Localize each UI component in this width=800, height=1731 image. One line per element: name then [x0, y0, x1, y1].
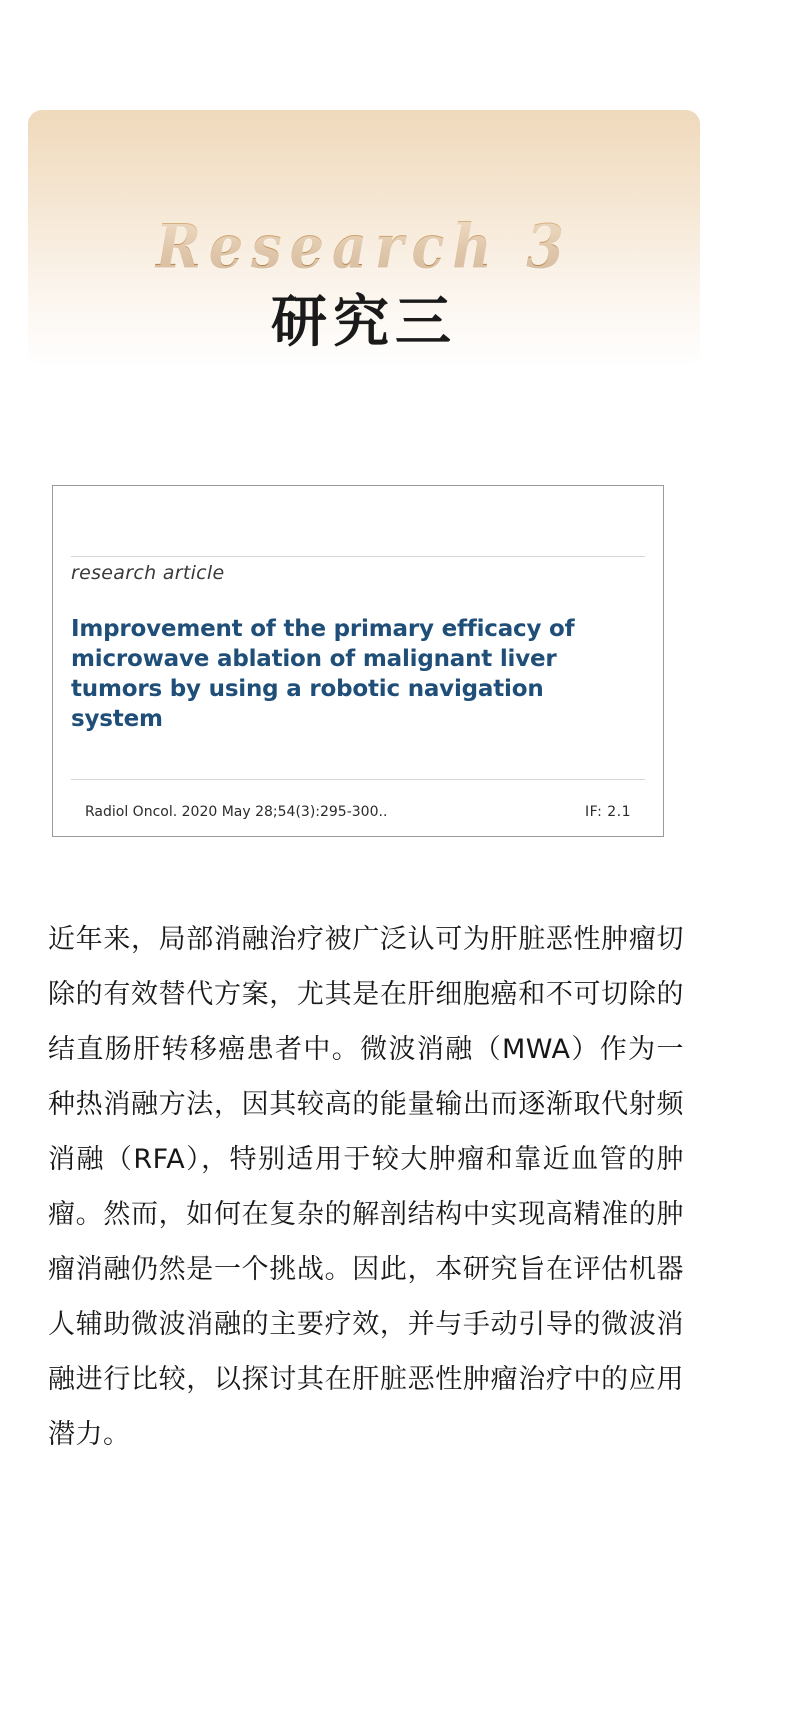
hero-banner: [28, 110, 700, 368]
article-kicker: research article: [71, 562, 225, 584]
card-divider-bottom: [71, 779, 645, 780]
card-divider-top: [71, 556, 645, 557]
article-title: Improvement of the primary efficacy of microwave ablation of malignant liver tumors by using a robotic navigation system: [71, 616, 575, 732]
hero-script-title: Research 3: [28, 210, 700, 282]
summary-paragraph: 近年来，局部消融治疗被广泛认可为肝脏恶性肿瘤切除的有效替代方案，尤其是在肝细胞癌和不可切除的结直肠肝转移癌患者中。微波消融（MWA）作为一种热消融方法，因其较高的能量输出而逐渐取代射频消融（RFA），特别适用于较大肿瘤和靠近血管的肿瘤。然而，如何在复杂的解剖结构中实现高精准的肿瘤消融仍然是一个挑战。因此，本研究旨在评估机器人辅助微波消融的主要疗效，并与手动引导的微波消融进行比较，以探讨其在肝脏恶性肿瘤治疗中的应用潜力。: [48, 924, 684, 1450]
article-card: [52, 485, 664, 837]
article-citation: Radiol Oncol. 2020 May 28;54(3):295-300..: [85, 804, 388, 820]
impact-factor-badge: IF: 2.1: [584, 804, 631, 820]
article-footer: [85, 804, 631, 820]
hero-chinese-title: 研究三: [271, 289, 457, 355]
